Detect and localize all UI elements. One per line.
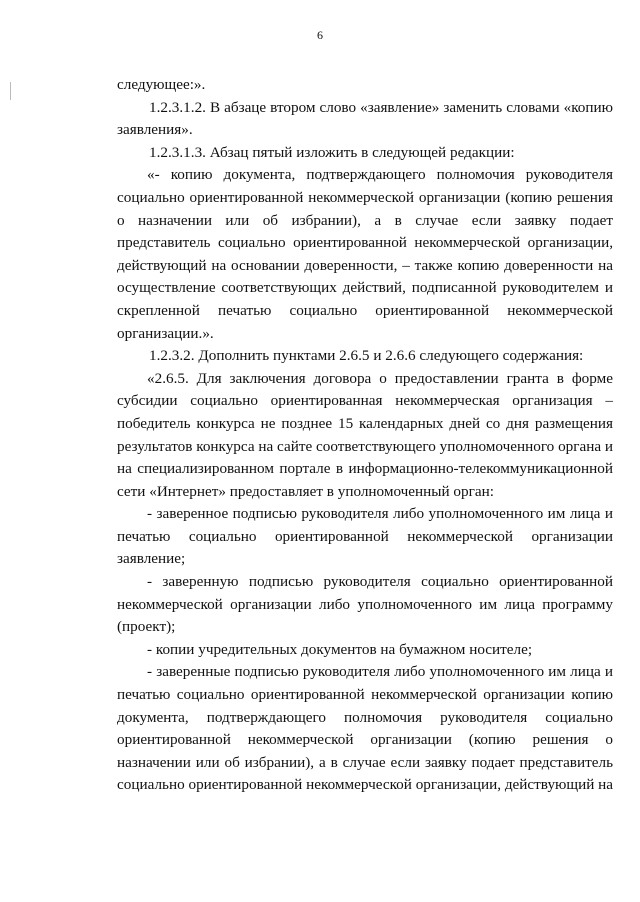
paragraph: - заверенное подписью руководителя либо уполномоченного им лица и печатью социально ориентированной некоммерческой организации заявление; xyxy=(117,505,613,568)
paragraph: - копии учредительных документов на бумажном носителе; xyxy=(147,640,533,658)
document-body xyxy=(117,74,613,797)
paragraph: «- копию документа, подтверждающего полномочия руководителя социально ориентированной некоммерческой организации (копию решения о назначении или об избрании), а в случае если заявку подает представитель социально ориентированной некоммерческой организации, действующий на основании доверенности, – также копию доверенности на осуществление соответствующих действий, подписанной руководителем и скрепленной печатью социально ориентированной некоммерческой организации.». xyxy=(117,166,613,342)
paragraph: - заверенную подписью руководителя социально ориентированной некоммерческой организации либо уполномоченного им лица программу (проект); xyxy=(117,573,613,636)
paragraph: - заверенные подписью руководителя либо уполномоченного им лица и печатью социально ориентированной некоммерческой организации копию документа, подтверждающего полномочия руководителя социально ориентированной некоммерческой организации (копию решения о назначении или об избрании), а в случае если заявку подает представитель социально ориентированной некоммерческой организации, действующий на xyxy=(117,663,614,794)
page-number: 6 xyxy=(317,28,323,42)
paragraph: следующее:». xyxy=(117,76,206,93)
paragraph: 1.2.3.1.2. В абзаце втором слово «заявление» заменить словами «копию заявления». xyxy=(117,98,613,139)
paragraph: 1.2.3.1.3. Абзац пятый изложить в следующей редакции: xyxy=(149,143,515,161)
margin-mark xyxy=(10,82,11,100)
paragraph: «2.6.5. Для заключения договора о предоставлении гранта в форме субсидии социально ориентированная некоммерческая организация – победитель конкурса не позднее 15 календарных дней со дня размещения результатов конкурса на сайте соответствующего уполномоченного органа и на специализированном портале в информационно-телекоммуникационной сети «Интернет» предоставляет в уполномоченный орган: xyxy=(117,369,614,500)
paragraph: 1.2.3.2. Дополнить пунктами 2.6.5 и 2.6.6 следующего содержания: xyxy=(149,347,584,365)
